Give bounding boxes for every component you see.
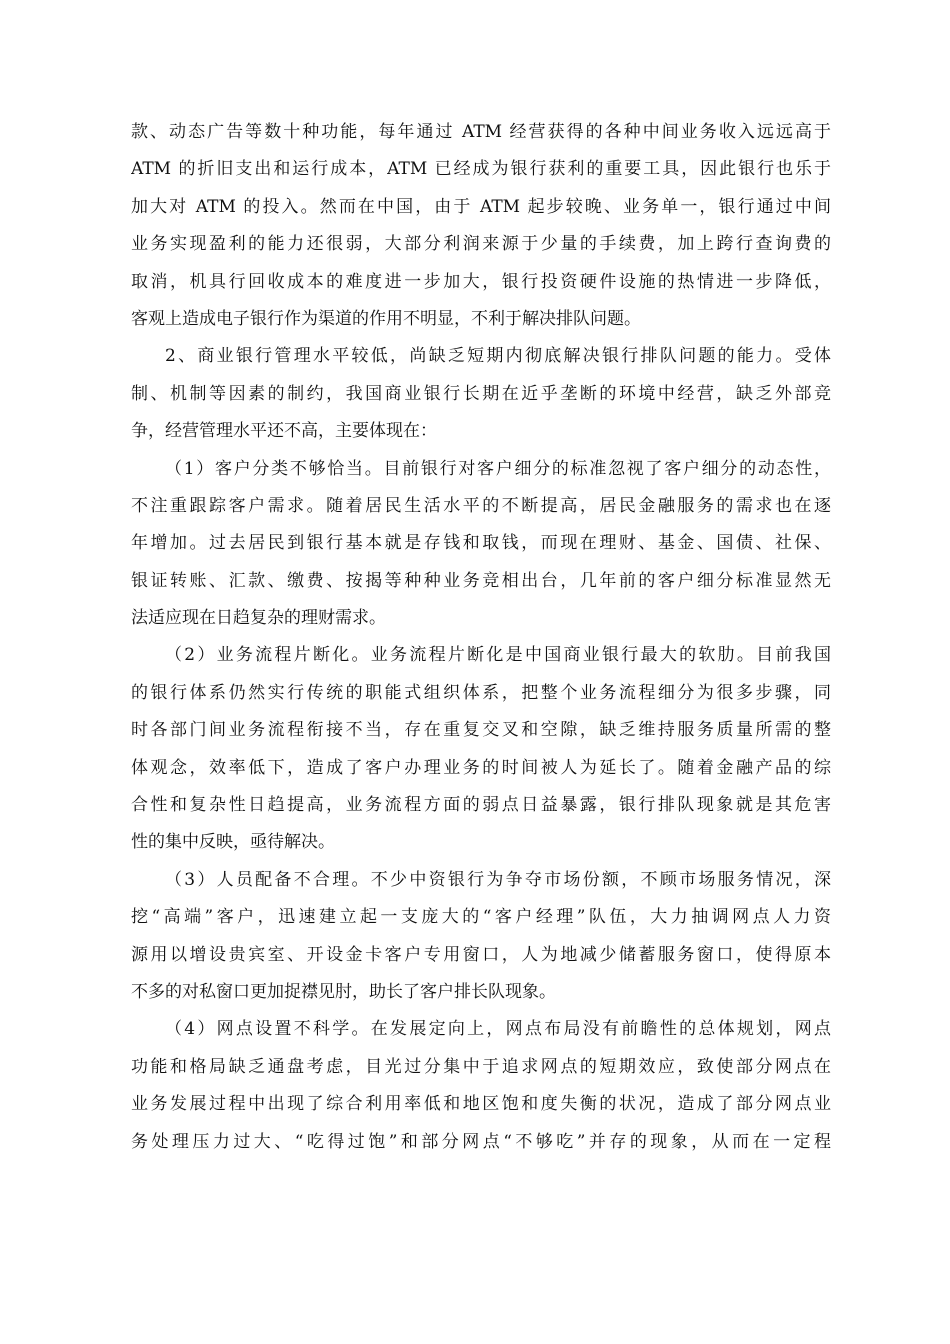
- text-line: 法适应现在日趋复杂的理财需求。: [131, 608, 386, 629]
- text-line: 合性和复杂性日趋提高，业务流程方面的弱点日益暴露，银行排队现象就是其危害: [131, 795, 831, 816]
- text-line: 体观念，效率低下，造成了客户办理业务的时间被人为延长了。随着金融产品的综: [131, 757, 831, 778]
- text-line: ATM 的折旧支出和运行成本，ATM 已经成为银行获利的重要工具，因此银行也乐于: [131, 159, 831, 180]
- text-line: （4）网点设置不科学。在发展定向上，网点布局没有前瞻性的总体规划，网点: [165, 1019, 831, 1040]
- text-line: 时各部门间业务流程衔接不当，存在重复交叉和空隙，缺乏维持服务质量所需的整: [131, 720, 831, 741]
- text-line: 取消，机具行回收成本的难度进一步加大，银行投资硬件设施的热情进一步降低，: [131, 271, 831, 292]
- paragraph-branch-layout: [131, 1011, 831, 1161]
- text-line: 不多的对私窗口更加捉襟见肘，助长了客户排长队现象。: [131, 981, 556, 1002]
- text-line: 年增加。过去居民到银行基本就是存钱和取钱，而现在理财、基金、国债、社保、: [131, 533, 831, 554]
- text-line: 性的集中反映，亟待解决。: [131, 832, 335, 853]
- body-text: [131, 114, 831, 1161]
- text-line: 务处理压力过大、“吃得过饱”和部分网点“不够吃”并存的现象，从而在一定程: [131, 1131, 831, 1152]
- text-line: 不注重跟踪客户需求。随着居民生活水平的不断提高，居民金融服务的需求也在逐: [131, 495, 831, 516]
- text-line: （1）客户分类不够恰当。目前银行对客户细分的标准忽视了客户细分的动态性，: [165, 458, 831, 479]
- text-line: 业务发展过程中出现了综合利用率低和地区饱和度失衡的状况，造成了部分网点业: [131, 1094, 831, 1115]
- paragraph-management-level: [131, 338, 831, 450]
- text-line: 挖“高端”客户，迅速建立起一支庞大的“客户经理”队伍，大力抽调网点人力资: [131, 907, 831, 928]
- text-line: 源用以增设贵宾室、开设金卡客户专用窗口，人为地减少储蓄服务窗口，使得原本: [131, 944, 831, 965]
- text-line: 款、动态广告等数十种功能，每年通过 ATM 经营获得的各种中间业务收入远远高于: [131, 122, 831, 142]
- text-line: （2）业务流程片断化。业务流程片断化是中国商业银行最大的软肋。目前我国: [165, 645, 831, 666]
- text-line: 制、机制等因素的制约，我国商业银行长期在近乎垄断的环境中经营，缺乏外部竞: [131, 383, 831, 404]
- paragraph-business-process: [131, 637, 831, 861]
- text-line: 客观上造成电子银行作为渠道的作用不明显，不利于解决排队问题。: [131, 308, 641, 329]
- text-line: 的银行体系仍然实行传统的职能式组织体系，把整个业务流程细分为很多步骤，同: [131, 682, 831, 703]
- paragraph-atm-income: [131, 114, 831, 338]
- text-line: 2、商业银行管理水平较低，尚缺乏短期内彻底解决银行排队问题的能力。受体: [165, 346, 831, 367]
- text-line: 银证转账、汇款、缴费、按揭等种种业务竞相出台，几年前的客户细分标准显然无: [131, 570, 831, 591]
- paragraph-staffing: [131, 862, 831, 1012]
- text-line: 业务实现盈利的能力还很弱，大部分利润来源于少量的手续费，加上跨行查询费的: [131, 234, 831, 255]
- text-line: 争，经营管理水平还不高，主要体现在：: [131, 421, 437, 442]
- paragraph-customer-classification: [131, 451, 831, 638]
- text-line: 加大对 ATM 的投入。然而在中国，由于 ATM 起步较晚、业务单一，银行通过中间: [131, 196, 831, 217]
- text-line: 功能和格局缺乏通盘考虑，目光过分集中于追求网点的短期效应，致使部分网点在: [131, 1056, 831, 1077]
- text-line: （3）人员配备不合理。不少中资银行为争夺市场份额，不顾市场服务情况，深: [165, 869, 831, 890]
